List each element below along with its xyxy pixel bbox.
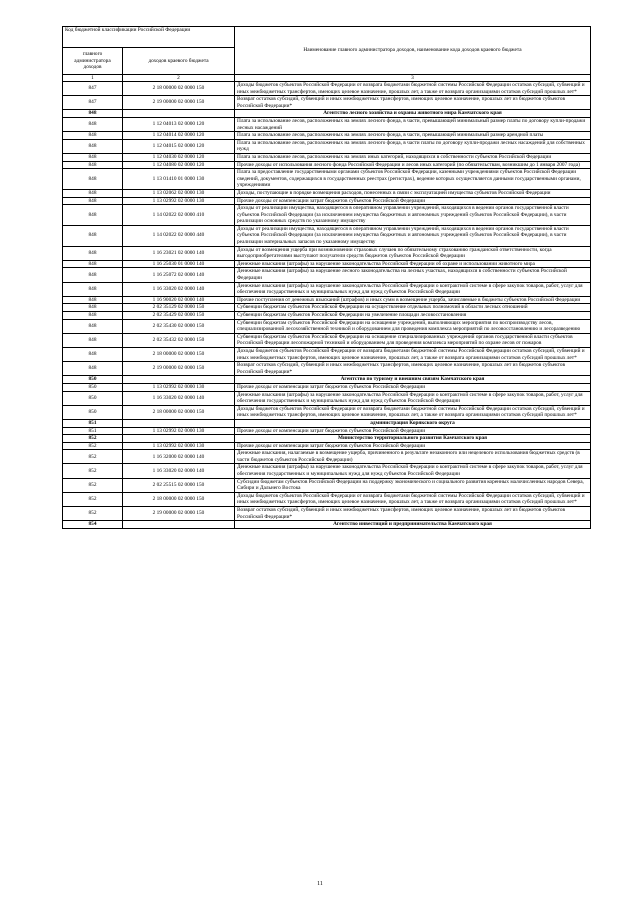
table-row xyxy=(63,383,591,391)
revenue-code-cell: 2 18 00000 02 0000 150 xyxy=(123,347,235,361)
revenue-code-cell: 1 13 02992 02 0000 130 xyxy=(123,197,235,205)
budget-classification-sheet xyxy=(62,26,590,529)
section-title-cell: Агентство лесного хозяйства и охраны животного мира Камчатского края xyxy=(235,110,591,118)
revenue-code-cell: 1 13 02992 02 0000 130 xyxy=(123,383,235,391)
revenue-code-cell: 1 14 02022 02 0000 410 xyxy=(123,205,235,226)
admin-code-cell: 848 xyxy=(63,304,123,312)
table-row xyxy=(63,82,591,96)
header-revenue-code-column: доходов краевого бюджета xyxy=(123,48,235,75)
header-admin-column: главного администратора доходов xyxy=(63,48,123,75)
table-row xyxy=(63,117,591,131)
section-row xyxy=(63,110,591,118)
admin-code-cell: 848 xyxy=(63,260,123,268)
revenue-name-cell: Прочие поступления от денежных взысканий (штрафов) и иных сумм в возмещение ущерба, зачисляемые в бюджеты субъектов Российской Федерации xyxy=(235,296,591,304)
revenue-code-cell xyxy=(123,521,235,529)
revenue-code-cell: 2 18 00000 02 0000 150 xyxy=(123,405,235,419)
revenue-code-cell: 1 14 02022 02 0000 440 xyxy=(123,225,235,246)
admin-code-cell: 848 xyxy=(63,169,123,190)
revenue-code-cell: 1 13 02992 02 0000 130 xyxy=(123,427,235,435)
admin-code-cell: 854 xyxy=(63,521,123,529)
admin-code-cell: 851 xyxy=(63,419,123,427)
table-row xyxy=(63,333,591,347)
table-row xyxy=(63,478,591,492)
admin-code-cell: 852 xyxy=(63,492,123,506)
admin-code-cell: 848 xyxy=(63,282,123,296)
header-row-group xyxy=(63,27,591,48)
revenue-code-cell: 2 18 00000 02 0000 150 xyxy=(123,82,235,96)
admin-code-cell: 848 xyxy=(63,268,123,282)
revenue-code-cell: 1 12 04030 02 0000 120 xyxy=(123,153,235,161)
revenue-code-cell: 1 16 33020 02 0000 140 xyxy=(123,391,235,405)
admin-code-cell: 852 xyxy=(63,507,123,521)
revenue-name-cell: Возврат остатков субсидий, субвенций и иных межбюджетных трансфертов, имеющих целевое назначение, прошлых лет из бюджетов субъектов Российской Федерации* xyxy=(235,96,591,110)
table-row xyxy=(63,442,591,450)
table-row xyxy=(63,507,591,521)
revenue-name-cell: Денежные взыскания (штрафы) за нарушение законодательства Российской Федерации о контрактной системе в сфере закупок товаров, работ, услуг для обеспечения государственных и муниципальных нужд для нужд субъектов Российской Федерации xyxy=(235,391,591,405)
revenue-code-cell: 2 19 00000 02 0000 150 xyxy=(123,507,235,521)
revenue-name-cell: Возврат остатков субсидий, субвенций и иных межбюджетных трансфертов, имеющих целевое назначение, прошлых лет из бюджетов субъектов Российской Федерации* xyxy=(235,362,591,376)
table-row xyxy=(63,153,591,161)
revenue-name-cell: Прочие доходы от компенсации затрат бюджетов субъектов Российской Федерации xyxy=(235,442,591,450)
admin-code-cell: 852 xyxy=(63,442,123,450)
admin-code-cell: 848 xyxy=(63,225,123,246)
admin-code-cell: 848 xyxy=(63,161,123,169)
table-row xyxy=(63,268,591,282)
table-row xyxy=(63,427,591,435)
revenue-code-cell: 1 13 02992 02 0000 130 xyxy=(123,442,235,450)
revenue-code-cell: 1 16 33020 02 0000 140 xyxy=(123,464,235,478)
table-row xyxy=(63,139,591,153)
revenue-name-cell: Прочие доходы от компенсации затрат бюджетов субъектов Российской Федерации xyxy=(235,427,591,435)
revenue-code-cell: 1 16 32000 02 0000 140 xyxy=(123,450,235,464)
revenue-name-cell: Прочие доходы от использования лесного фонда Российской Федерации и лесов иных категорий (по обязательствам, возникшим до 1 января 2007 года) xyxy=(235,161,591,169)
revenue-code-cell: 1 16 25030 01 0000 140 xyxy=(123,260,235,268)
revenue-code-cell: 2 02 35432 02 0000 150 xyxy=(123,333,235,347)
table-row xyxy=(63,347,591,361)
table-row xyxy=(63,260,591,268)
revenue-code-cell xyxy=(123,435,235,443)
revenue-name-cell: Доходы бюджетов субъектов Российской Федерации от возврата бюджетами бюджетной системы Российской Федерации остатков субсидий, субвенций и иных межбюджетных трансфертов, имеющих целевое назначение, прошлых лет, а также от возврата организациями остатков субсидий прошлых лет* xyxy=(235,405,591,419)
revenue-name-cell: Доходы бюджетов субъектов Российской Федерации от возврата бюджетами бюджетной системы Российской Федерации остатков субсидий, субвенций и иных межбюджетных трансфертов, имеющих целевое назначение, прошлых лет, а также от возврата организациями остатков субсидий прошлых лет* xyxy=(235,82,591,96)
section-row xyxy=(63,376,591,384)
table-row xyxy=(63,362,591,376)
admin-code-cell: 848 xyxy=(63,362,123,376)
revenue-code-cell: 1 12 04013 02 0000 120 xyxy=(123,117,235,131)
admin-code-cell: 848 xyxy=(63,110,123,118)
header-name-column: Наименование главного администратора доходов, наименование кода доходов краевого бюджета xyxy=(235,27,591,75)
revenue-name-cell: Денежные взыскания (штрафы) за нарушение законодательства Российской Федерации об охране и использовании животного мира xyxy=(235,260,591,268)
admin-code-cell: 848 xyxy=(63,132,123,140)
table-body xyxy=(63,27,591,529)
revenue-code-cell: 1 13 02062 02 0000 130 xyxy=(123,189,235,197)
table-row xyxy=(63,246,591,260)
admin-code-cell: 852 xyxy=(63,464,123,478)
revenue-codes-table xyxy=(62,26,591,529)
table-row xyxy=(63,189,591,197)
revenue-name-cell: Плата за использование лесов, расположенных на землях иных категорий, находящихся в собственности субъектов Российской Федерации xyxy=(235,153,591,161)
revenue-name-cell: Субсидии бюджетам субъектов Российской Федерации на поддержку экономического и социального развития коренных малочисленных народов Севера, Сибири и Дальнего Востока xyxy=(235,478,591,492)
revenue-code-cell: 1 16 23021 02 0000 140 xyxy=(123,246,235,260)
section-row xyxy=(63,419,591,427)
revenue-code-cell: 1 16 33020 02 0000 140 xyxy=(123,282,235,296)
table-row xyxy=(63,161,591,169)
admin-code-cell: 848 xyxy=(63,347,123,361)
table-row xyxy=(63,296,591,304)
revenue-name-cell: Доходы от реализации имущества, находящегося в оперативном управлении учреждений, находящихся в ведении органов государственной власти субъектов Российской Федерации (за исключением имущества бюджетных и автономных учреждений субъектов Российской Федерации), в части реализации материальных запасов по указанному имуществу xyxy=(235,225,591,246)
revenue-code-cell: 2 18 00000 02 0000 150 xyxy=(123,492,235,506)
revenue-name-cell: Доходы от реализации имущества, находящегося в оперативном управлении учреждений, находящихся в ведении органов государственной власти субъектов Российской Федерации (за исключением имущества бюджетных и автономных учреждений субъектов Российской Федерации), в части реализации основных средств по указанному имуществу xyxy=(235,205,591,226)
table-row xyxy=(63,405,591,419)
admin-code-cell: 852 xyxy=(63,450,123,464)
revenue-code-cell: 2 19 00000 02 0000 150 xyxy=(123,362,235,376)
revenue-code-cell: 1 12 04014 02 0000 120 xyxy=(123,132,235,140)
admin-code-cell: 848 xyxy=(63,246,123,260)
table-row xyxy=(63,205,591,226)
section-title-cell: Министерство территориального развития Камчатского края xyxy=(235,435,591,443)
section-title-cell: Агентство по туризму и внешним связям Камчатского края xyxy=(235,376,591,384)
header-index-row xyxy=(63,75,591,82)
revenue-name-cell: Плата за использование лесов, расположенных на землях лесного фонда, в части, превышающей минимальный размер арендной платы xyxy=(235,132,591,140)
revenue-name-cell: Доходы бюджетов субъектов Российской Федерации от возврата бюджетами бюджетной системы Российской Федерации остатков субсидий, субвенций и иных межбюджетных трансфертов, имеющих целевое назначение, прошлых лет, а также от возврата организациями остатков субсидий прошлых лет* xyxy=(235,347,591,361)
admin-code-cell: 848 xyxy=(63,333,123,347)
section-row xyxy=(63,521,591,529)
admin-code-cell: 848 xyxy=(63,189,123,197)
revenue-name-cell: Доходы от возмещения ущерба при возникновении страховых случаев по обязательному страхованию гражданской ответственности, когда выгодоприобретателями выступают получатели средств бюджетов субъектов Российской Федерации xyxy=(235,246,591,260)
revenue-name-cell: Денежные взыскания, налагаемые в возмещение ущерба, причиненного в результате незаконного или нецелевого использования бюджетных средств (в части бюджетов субъектов Российской Федерации) xyxy=(235,450,591,464)
admin-code-cell: 848 xyxy=(63,197,123,205)
table-row xyxy=(63,391,591,405)
revenue-name-cell: Плата за использование лесов, расположенных на землях лесного фонда, в части платы по договору купли-продажи лесных насаждений для собственных нужд xyxy=(235,139,591,153)
revenue-code-cell: 1 16 90020 02 0000 140 xyxy=(123,296,235,304)
admin-code-cell: 850 xyxy=(63,391,123,405)
table-row xyxy=(63,96,591,110)
revenue-code-cell xyxy=(123,376,235,384)
revenue-name-cell: Денежные взыскания (штрафы) за нарушение законодательства Российской Федерации о контрактной системе в сфере закупок товаров, работ, услуг для обеспечения государственных и муниципальных нужд для нужд субъектов Российской Федерации xyxy=(235,464,591,478)
admin-code-cell: 848 xyxy=(63,139,123,153)
admin-code-cell: 852 xyxy=(63,478,123,492)
admin-code-cell: 851 xyxy=(63,427,123,435)
admin-code-cell: 852 xyxy=(63,435,123,443)
admin-code-cell: 847 xyxy=(63,96,123,110)
table-row xyxy=(63,282,591,296)
admin-code-cell: 850 xyxy=(63,376,123,384)
revenue-code-cell: 1 12 04015 02 0000 120 xyxy=(123,139,235,153)
header-index-3: 3 xyxy=(235,75,591,82)
revenue-name-cell: Доходы, поступающие в порядке возмещения расходов, понесенных в связи с эксплуатацией имущества субъектов Российской Федерации xyxy=(235,189,591,197)
revenue-code-cell: 1 12 04080 02 0000 120 xyxy=(123,161,235,169)
header-code-group: Код бюджетной классификации Российской Федерации xyxy=(63,27,235,48)
revenue-code-cell xyxy=(123,110,235,118)
section-title-cell: Агентство инвестиций и предпринимательства Камчатского края xyxy=(235,521,591,529)
table-row xyxy=(63,197,591,205)
revenue-code-cell: 2 02 35129 02 0000 150 xyxy=(123,304,235,312)
revenue-name-cell: Прочие доходы от компенсации затрат бюджетов субъектов Российской Федерации xyxy=(235,383,591,391)
admin-code-cell: 848 xyxy=(63,319,123,333)
admin-code-cell: 848 xyxy=(63,205,123,226)
revenue-code-cell: 2 02 25515 02 0000 150 xyxy=(123,478,235,492)
admin-code-cell: 847 xyxy=(63,82,123,96)
revenue-code-cell: 2 19 00000 02 0000 150 xyxy=(123,96,235,110)
section-row xyxy=(63,435,591,443)
table-row xyxy=(63,492,591,506)
revenue-name-cell: Плата за предоставление государственными органами субъектов Российской Федерации, казенными учреждениями субъектов Российской Федерации сведений, документов, содержащихся в государственных реестрах (регистрах), ведение которых осуществляется данными государственными органами, учреждениями xyxy=(235,169,591,190)
revenue-name-cell: Субвенции бюджетам субъектов Российской Федерации на оснащение учреждений, выполняющих мероприятия по воспроизводству лесов, специализированной лесохозяйственной техникой и оборудованием для проведения комплекса мероприятий по лесовосстановлению и лесоразведению xyxy=(235,319,591,333)
section-title-cell: администрация Корякского округа xyxy=(235,419,591,427)
table-row xyxy=(63,132,591,140)
admin-code-cell: 848 xyxy=(63,153,123,161)
page-number: 11 xyxy=(317,881,323,887)
table-row xyxy=(63,312,591,320)
revenue-name-cell: Субвенции бюджетам субъектов Российской Федерации на осуществление отдельных полномочий в области лесных отношений xyxy=(235,304,591,312)
header-index-2: 2 xyxy=(123,75,235,82)
revenue-code-cell: 2 02 35429 02 0000 150 xyxy=(123,312,235,320)
revenue-name-cell: Прочие доходы от компенсации затрат бюджетов субъектов Российской Федерации xyxy=(235,197,591,205)
revenue-name-cell: Плата за использование лесов, расположенных на землях лесного фонда, в части, превышающей минимальный размер платы по договору купли-продажи лесных насаждений xyxy=(235,117,591,131)
admin-code-cell: 850 xyxy=(63,383,123,391)
revenue-name-cell: Субвенции бюджетам субъектов Российской Федерации на оснащение специализированных учреждений органов государственной власти субъектов Российской Федерации лесопожарной техникой и оборудованием для проведения комплекса мероприятий по охране лесов от пожаров xyxy=(235,333,591,347)
admin-code-cell: 848 xyxy=(63,117,123,131)
table-row xyxy=(63,169,591,190)
table-row xyxy=(63,450,591,464)
revenue-code-cell: 1 13 01410 01 0000 130 xyxy=(123,169,235,190)
revenue-code-cell: 2 02 35430 02 0000 150 xyxy=(123,319,235,333)
revenue-name-cell: Доходы бюджетов субъектов Российской Федерации от возврата бюджетами бюджетной системы Российской Федерации остатков субсидий, субвенций и иных межбюджетных трансфертов, имеющих целевое назначение, прошлых лет, а также от возврата организациями остатков субсидий прошлых лет* xyxy=(235,492,591,506)
revenue-code-cell: 1 16 25072 02 0000 140 xyxy=(123,268,235,282)
revenue-name-cell: Возврат остатков субсидий, субвенций и иных межбюджетных трансфертов, имеющих целевое назначение, прошлых лет из бюджетов субъектов Российской Федерации* xyxy=(235,507,591,521)
header-index-1: 1 xyxy=(63,75,123,82)
admin-code-cell: 848 xyxy=(63,296,123,304)
revenue-name-cell: Денежные взыскания (штрафы) за нарушение лесного законодательства на лесных участках, находящихся в собственности субъектов Российской Федерации xyxy=(235,268,591,282)
revenue-code-cell xyxy=(123,419,235,427)
revenue-name-cell: Денежные взыскания (штрафы) за нарушение законодательства Российской Федерации о контрактной системе в сфере закупок товаров, работ, услуг для обеспечения государственных и муниципальных нужд для нужд субъектов Российской Федерации xyxy=(235,282,591,296)
table-row xyxy=(63,225,591,246)
table-row xyxy=(63,464,591,478)
revenue-name-cell: Субвенции бюджетам субъектов Российской Федерации на увеличение площади лесовосстановления xyxy=(235,312,591,320)
admin-code-cell: 848 xyxy=(63,312,123,320)
table-row xyxy=(63,304,591,312)
table-row xyxy=(63,319,591,333)
admin-code-cell: 850 xyxy=(63,405,123,419)
